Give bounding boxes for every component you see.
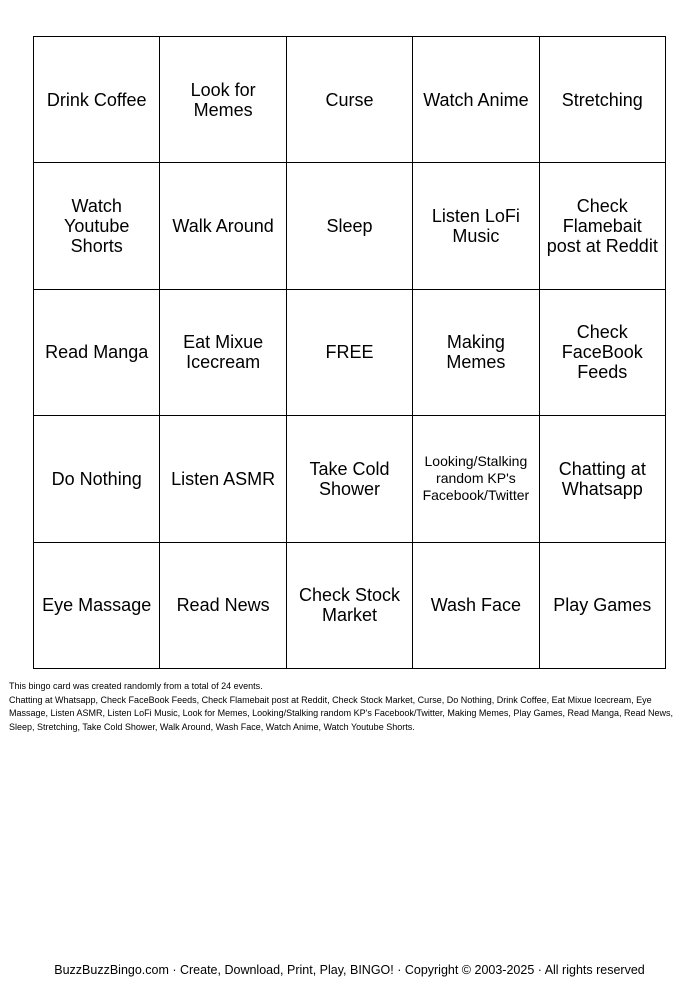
site-footer: BuzzBuzzBingo.com · Create, Download, Print, Play, BINGO! · Copyright © 2003-2025 · All rights reserved <box>54 963 645 977</box>
card-info <box>9 680 685 734</box>
bingo-cell: Eye Massage <box>34 543 160 669</box>
bingo-cell: Walk Around <box>160 163 286 289</box>
events-list: Chatting at Whatsapp, Check FaceBook Feeds, Check Flamebait post at Reddit, Check Stock Market, Curse, Do Nothing, Drink Coffee, Eat Mixue Icecream, Eye Massage, Listen ASMR, Listen LoFi Music, Look for Memes, Looking/Stalking random KP's Facebook/Twitter, Making Memes, Play Games, Read Manga, Read News, Sleep, Stretching, Take Cold Shower, Walk Around, Wash Face, Watch Anime, Watch Youtube Shorts. <box>9 694 674 732</box>
bingo-cell: Read Manga <box>34 290 160 416</box>
bingo-free-cell: FREE <box>287 290 413 416</box>
bingo-cell: Check FaceBook Feeds <box>540 290 666 416</box>
bingo-cell: Listen ASMR <box>160 416 286 542</box>
random-note: This bingo card was created randomly from a total of 24 events. <box>9 681 263 691</box>
bingo-cell: Take Cold Shower <box>287 416 413 542</box>
bingo-cell: Do Nothing <box>34 416 160 542</box>
bingo-cell: Sleep <box>287 163 413 289</box>
bingo-cell: Check Stock Market <box>287 543 413 669</box>
bingo-cell: Looking/Stalking random KP's Facebook/Twitter <box>413 416 539 542</box>
bingo-cell: Look for Memes <box>160 37 286 163</box>
bingo-cell: Watch Anime <box>413 37 539 163</box>
bingo-cell: Play Games <box>540 543 666 669</box>
bingo-cell: Curse <box>287 37 413 163</box>
bingo-cell: Read News <box>160 543 286 669</box>
bingo-cell: Watch Youtube Shorts <box>34 163 160 289</box>
bingo-cell: Eat Mixue Icecream <box>160 290 286 416</box>
bingo-cell: Chatting at Whatsapp <box>540 416 666 542</box>
bingo-cell: Stretching <box>540 37 666 163</box>
bingo-cell: Wash Face <box>413 543 539 669</box>
bingo-card-grid <box>33 36 666 669</box>
bingo-cell: Making Memes <box>413 290 539 416</box>
bingo-cell: Listen LoFi Music <box>413 163 539 289</box>
bingo-cell: Check Flamebait post at Reddit <box>540 163 666 289</box>
bingo-cell: Drink Coffee <box>34 37 160 163</box>
